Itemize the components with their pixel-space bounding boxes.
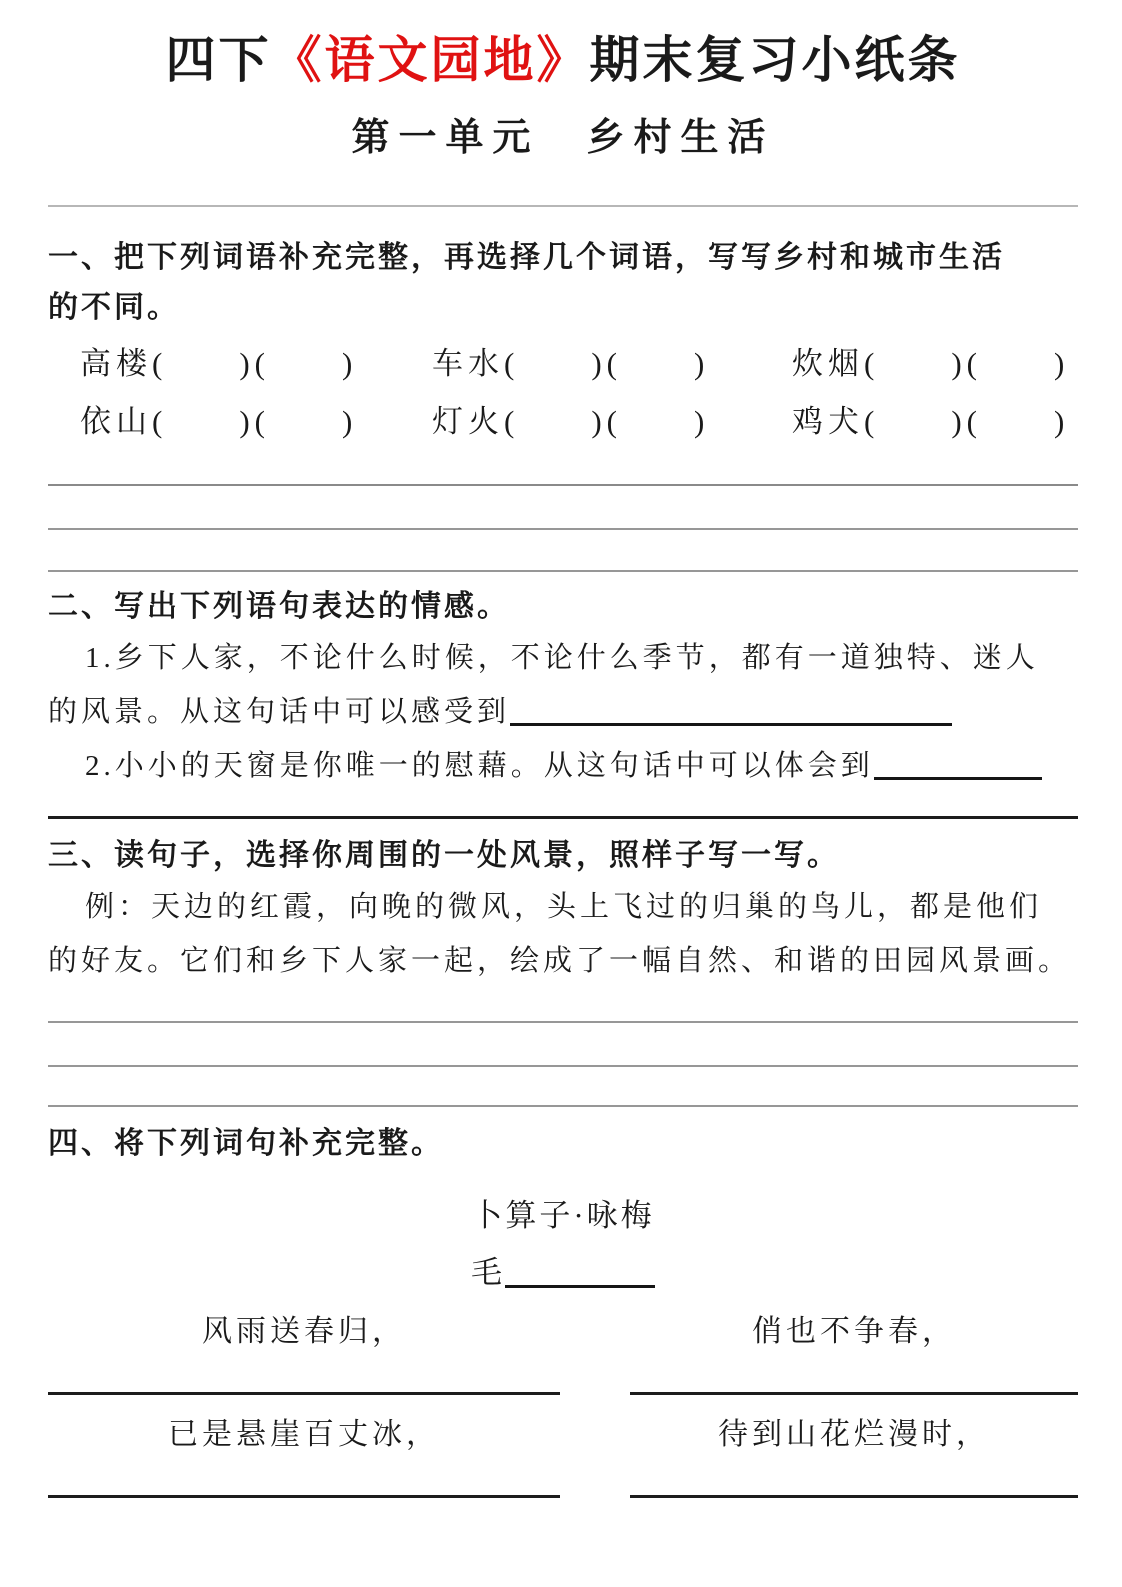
title-prefix: 四下 <box>165 32 272 88</box>
fill-in-blank <box>510 697 952 726</box>
poem-answer-lines <box>48 1350 1078 1395</box>
poem-answer-lines <box>48 1453 1078 1498</box>
section-1-heading-line2: 的不同。 <box>48 291 180 325</box>
poem-verse: 风雨送春归， <box>202 1314 406 1348</box>
unit-subtitle: 第一单元 乡村生活 <box>351 117 775 159</box>
poem-verse: 俏也不争春， <box>752 1314 956 1348</box>
answer-line <box>48 486 1078 530</box>
answer-line <box>48 1350 560 1395</box>
section-2-item2 <box>48 740 1078 794</box>
poem-author: 毛 <box>471 1254 505 1290</box>
header-divider <box>48 205 1078 207</box>
answer-line-heavy <box>48 794 1078 819</box>
fill-in-blank <box>874 751 1042 780</box>
word-item: 灯火( )( ) <box>432 403 710 439</box>
answer-line <box>48 530 1078 572</box>
word-item: 鸡犬( )( ) <box>792 403 1070 439</box>
answer-line <box>48 1023 1078 1067</box>
item1-text: 的风景。从这句话中可以感受到 <box>48 696 511 729</box>
poem-verse: 待到山花烂漫时， <box>718 1417 990 1451</box>
poem-row-1 <box>48 1306 1078 1350</box>
poem-row-2 <box>48 1409 1078 1453</box>
section-1-heading <box>48 233 1078 334</box>
fill-in-blank <box>505 1257 655 1288</box>
section-3-example-line1: 例：天边的红霞，向晚的微风，头上飞过的归巢的鸟儿，都是他们 <box>85 891 1043 924</box>
word-completion-grid <box>48 340 1078 446</box>
answer-line <box>630 1453 1078 1498</box>
answer-line <box>48 989 1078 1023</box>
answer-line <box>48 1453 560 1498</box>
poem-title: 卜算子·咏梅 <box>471 1197 655 1233</box>
item2-text: 2.小小的天窗是你唯一的慰藉。从这句话中可以体会到 <box>85 750 874 783</box>
word-item: 依山( )( ) <box>80 403 358 439</box>
poem-author-line <box>48 1247 1078 1292</box>
section-3-heading: 三、读句子，选择你周围的一处风景，照样子写一写。 <box>48 839 840 873</box>
word-item: 炊烟( )( ) <box>792 345 1070 381</box>
page-title <box>48 0 1078 90</box>
section-2-item1-line1: 1.乡下人家，不论什么时候，不论什么季节，都有一道独特、迷人 <box>85 642 1039 675</box>
title-highlight: 《语文园地》 <box>271 32 590 88</box>
section-2-heading: 二、写出下列语句表达的情感。 <box>48 589 510 623</box>
section-1-heading-line1: 一、把下列词语补充完整，再选择几个词语，写写乡村和城市生活 <box>48 241 1005 274</box>
title-suffix: 期末复习小纸条 <box>589 32 961 88</box>
poem-verse: 已是悬崖百丈冰， <box>168 1417 440 1451</box>
section-3-example-line2: 的好友。它们和乡下人家一起，绘成了一幅自然、和谐的田园风景画。 <box>48 945 1072 978</box>
word-item: 高楼( )( ) <box>80 345 358 381</box>
answer-line <box>630 1350 1078 1395</box>
answer-line <box>48 1067 1078 1107</box>
word-item: 车水( )( ) <box>432 345 710 381</box>
section-4-heading: 四、将下列词句补充完整。 <box>48 1127 444 1161</box>
section-2-item1-line2 <box>48 686 1078 740</box>
answer-line <box>48 446 1078 486</box>
